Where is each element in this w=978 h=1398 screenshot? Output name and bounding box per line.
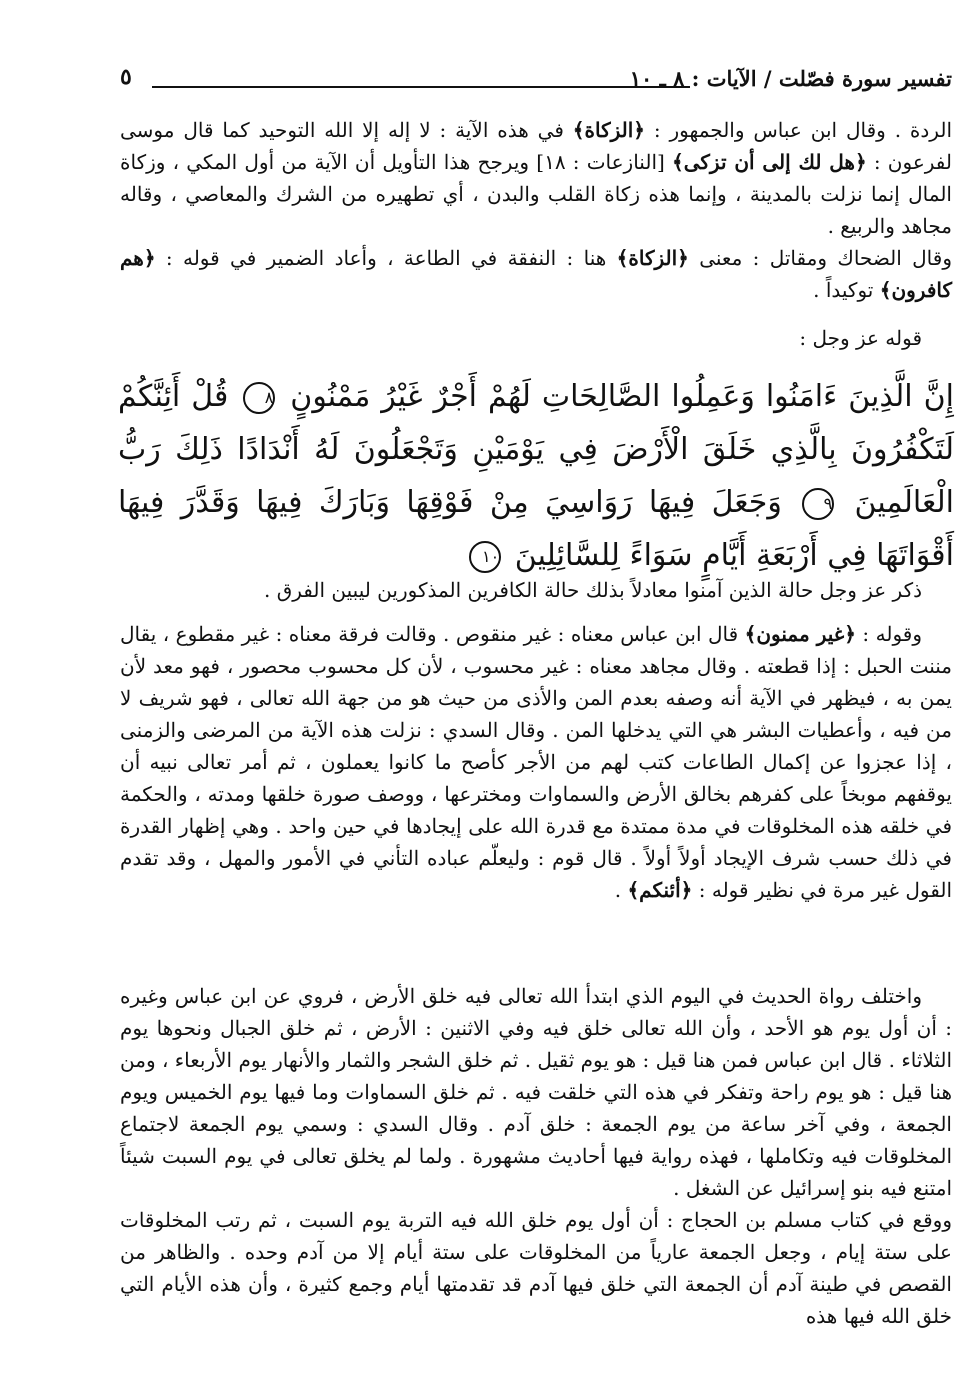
quran-verse-block <box>118 370 954 582</box>
paragraph-text: توكيداً . <box>813 278 880 302</box>
paragraph-text: الردة . وقال ابن عباس والجمهور : <box>645 118 952 142</box>
page-header <box>120 66 952 100</box>
running-title: تفسير سورة فصّلت / الآيات : ٨ ـ ١٠ <box>629 66 952 91</box>
quran-quote: ﴿الزكاة﴾ <box>572 118 646 142</box>
paragraph-text: قال ابن عباس معناه : غير منقوص . وقالت فرقة معناه : غير مقطوع ، يقال مننت الحبل : إذا قطعته . وقال مجاهد معناه : غير محسوب ، لأن كل محسوب محصور ، فهو معد لأن يمن به ، فيظهر في الآية أنه وصفه بعدم المن والأذى من حيث هو من جهة الله تعالى ، فهو شريف لا من فيه ، وأعطيات البشر هي التي يدخلها المن . وقال السدي : نزلت هذه الآية من المرضى والزمنى ، إذا عجزوا عن إكمال الطاعات كتب لهم من الأجر كأصح ما كانوا يعملون ، ثم أمر تعالى نبيه أن يوقفهم موبخاً على كفرهم بخالق الأرض والسماوات ومخترعها ، ووصف صورة خلقها ومدته ، والحكمة في خلقه هذه المخلوقات في مدة ممتدة مع قدرة الله على إيجادها في حين واحد . وهي إظهار القدرة في ذلك حسب شرف الإيجاد أولاً أولاً . قال قوم : وليعلّم عباده التأني في الأمور والمهل ، وقد تقدم القول غير مرة في نظير قوله : <box>120 622 952 902</box>
quran-quote: ﴿هل لك إلى أن تزكى﴾ <box>672 150 867 174</box>
paragraph-text: هنا : النفقة في الطاعة ، وأعاد الضمير في قوله : <box>155 246 617 270</box>
verse-9-text: قُلْ أَئِنَّكُمْ لَتَكْفُرُونَ بِالَّذِي خَلَقَ الْأَرْضَ فِي يَوْمَيْنِ وَتَجْعَلُونَ لَهُ أَنْدَادًا ذَلِكَ رَبُّ الْعَالَمِينَ <box>118 379 954 520</box>
verse-intro: قوله عز وجل : <box>799 326 922 350</box>
paragraph-text: . <box>614 878 628 902</box>
header-rule <box>152 86 690 88</box>
paragraph-text: [النازعات : ١٨] ويرجح هذا التأويل أن الآية من أول المكي ، وزكاة المال إنما نزلت بالمدينة ، وإنما هذه زكاة القلب والبدن ، أي تطهيره من الشرك والمعاصي ، وقاله مجاهد والربيع . <box>120 150 952 238</box>
quran-quote: ﴿غير ممنون﴾ <box>744 622 856 646</box>
paragraph-ghayr-mamnun <box>120 618 952 906</box>
paragraph-text: وقال الضحاك ومقاتل : معنى <box>688 246 952 270</box>
verse-8-text: إِنَّ الَّذِينَ ءَامَنُوا وَعَمِلُوا الصَّالِحَاتِ لَهُمْ أَجْرٌ غَيْرُ مَمْنُونٍ <box>290 379 954 414</box>
paragraph-creation-days: واختلف رواة الحديث في اليوم الذي ابتدأ الله تعالى فيه خلق الأرض ، فروي عن ابن عباس وغيره : أن أول يوم هو الأحد ، وأن الله تعالى خلق فيه وفي الاثنين : الأرض ، ثم خلق الجبال ونحوها يوم الثلاثاء . قال ابن عباس فمن هنا قيل : هو يوم ثقيل . ثم خلق الشجر والثمار والأنهار يوم الأربعاء ، ومن هنا قيل : هو يوم راحة وتفكر في هذه التي خلقت فيه . ثم خلق السماوات وما فيها يوم الخميس ويوم الجمعة ، وفي آخر ساعة من يوم الجمعة : خلق آدم . وقال السدي : وسمي يوم الجمعة لاجتماع المخلوقات فيه وتكاملها ، فهذه رواية فيها أحاديث مشهورة . ولما لم يخلق تعالى في يوم السبت شيئاً امتنع فيه بنو إسرائيل عن الشغل . <box>120 984 952 1200</box>
page-number: ٥ <box>120 64 132 90</box>
paragraph-dahhak <box>120 242 952 306</box>
verse-10-text: وَجَعَلَ فِيهَا رَوَاسِيَ مِنْ فَوْقِهَا وَبَارَكَ فِيهَا وَقَدَّرَ فِيهَا أَقْوَاتَهَا فِي أَرْبَعَةِ أَيَّامٍ سَوَاءً لِلسَّائِلِينَ <box>118 485 954 573</box>
paragraph-zakat-meaning <box>120 114 952 242</box>
paragraph-believers-contrast: ذكر عز وجل حالة الذين آمنوا معادلاً بذلك حالة الكافرين المذكورين ليبين الفرق . <box>264 578 922 602</box>
paragraph-text: في هذه الآية : لا إله إلا الله التوحيد كما قال موسى لفرعون : <box>120 118 953 174</box>
quran-quote: ﴿هم كافرون﴾ <box>120 246 952 302</box>
quran-quote: ﴿أئنكم﴾ <box>627 878 693 902</box>
ayah-number-10: ١٠ <box>469 541 501 573</box>
paragraph-muslim-narration: ووقع في كتاب مسلم بن الحجاج : أن أول يوم خلق الله فيه التربة يوم السبت ، ثم رتب المخلوقات على ستة إيام ، وجعل الجمعة عارياً من المخلوقات على ستة أيام إلا من آدم وحده . والظاهر من القصص في طينة آدم أن الجمعة التي خلق فيها آدم قد تقدمتها أيام وجمع كثيرة ، وأن هذه الأيام التي خلق الله فيها هذه <box>120 1208 952 1328</box>
ayah-number-8: ٨ <box>243 382 275 414</box>
quran-quote: ﴿الزكاة﴾ <box>616 246 689 270</box>
paragraph-text: وقوله : <box>855 622 922 646</box>
ayah-number-9: ٩ <box>802 488 834 520</box>
